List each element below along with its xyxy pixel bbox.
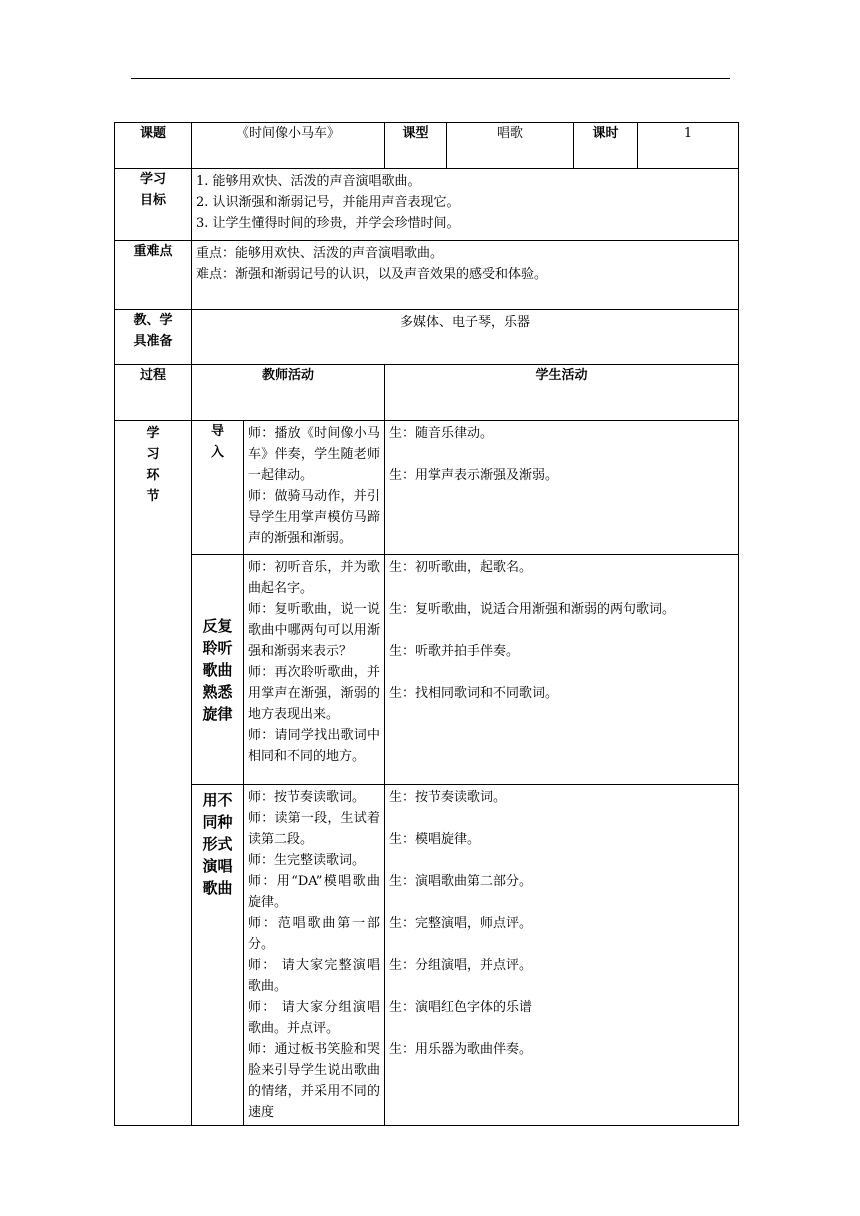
preparation-label-line1: 教、学: [133, 313, 173, 328]
objective-item: 2. 认识渐强和渐弱记号，并能用声音表现它。: [196, 195, 460, 210]
student-activity: 生：初听歌曲，起歌名。: [389, 560, 533, 575]
student-activity: 生：复听歌曲，说适合用渐强和渐弱的两句歌词。: [389, 602, 676, 617]
objective-item: 3. 让学生懂得时间的珍贵，并学会珍惜时间。: [196, 216, 460, 231]
student-activity: 生：用乐器为歌曲伴奏。: [389, 1042, 533, 1057]
stage-name-line: 歌曲: [202, 660, 233, 679]
section-label-char: 习: [146, 447, 160, 462]
section-label-char: 节: [146, 489, 160, 504]
stage-row-listening: [115, 555, 739, 785]
section-label-char: 环: [146, 468, 160, 483]
preparation-row: [115, 310, 739, 365]
key-point-focus: 重点：能够用欢快、活泼的声音演唱歌曲。: [196, 246, 444, 261]
stage-name-line: 导: [210, 424, 224, 439]
process-label: 过程: [115, 365, 192, 421]
teacher-activity: 师：请同学找出歌词中相同和不同的地方。: [248, 728, 381, 764]
type-value: 唱歌: [447, 123, 574, 169]
student-activity-cell: [385, 785, 739, 1126]
stage-name-line: 反复: [202, 616, 233, 635]
teacher-activity: 师：做骑马动作，并引导学生用掌声模仿马蹄声的渐强和渐弱。: [248, 489, 381, 546]
stage-name-line: 同种: [202, 813, 233, 831]
stage-row-singing: [115, 785, 739, 1126]
stage-row-intro: [115, 421, 739, 555]
objectives-label-line2: 目标: [139, 193, 166, 208]
topic-value: 《时间像小马车》: [192, 123, 385, 169]
objectives-label: [115, 169, 192, 241]
teacher-activity: 师：读第一段，生试着读第二段。: [248, 811, 381, 847]
student-activity: 生：按节奏读歌词。: [389, 790, 507, 805]
teacher-activity: 师：按节奏读歌词。: [248, 790, 366, 805]
student-activity: 生：听歌并拍手伴奏。: [389, 644, 520, 659]
section-label-char: 学: [146, 426, 160, 441]
hours-value: 1: [638, 123, 739, 169]
stage-name-line: 用不: [202, 791, 233, 809]
objectives-list: [192, 169, 739, 241]
type-label: 课型: [385, 123, 447, 169]
objective-item: 1. 能够用欢快、活泼的声音演唱歌曲。: [196, 174, 421, 189]
hours-label: 课时: [574, 123, 638, 169]
teacher-activity-cell: [244, 421, 385, 555]
learning-section-label: [115, 421, 192, 1126]
objectives-row: [115, 169, 739, 241]
stage-name-line: 旋律: [202, 704, 233, 723]
teacher-activity: 师：播放《时间像小马车》伴奏，学生随老师一起律动。: [248, 426, 381, 483]
teacher-activity-header: 教师活动: [192, 365, 385, 421]
student-activity-cell: [385, 421, 739, 555]
teacher-activity: 师：通过板书笑脸和哭脸来引导学生说出歌曲的情绪，并采用不同的速度: [248, 1042, 381, 1120]
teacher-activity: 师：用“DA”模唱歌曲旋律。: [248, 874, 381, 910]
key-points-content: [192, 241, 739, 310]
student-activity: 生：随音乐律动。: [389, 426, 494, 441]
teacher-activity-cell: [244, 555, 385, 785]
header-row: [115, 123, 739, 169]
teacher-activity: 师： 请大家分组演唱歌曲。并点评。: [248, 1000, 381, 1036]
student-activity: 生：分组演唱，并点评。: [389, 958, 533, 973]
teacher-activity: 师：初听音乐，并为歌曲起名字。: [248, 560, 381, 596]
stage-name-line: 熟悉: [202, 682, 233, 701]
process-header-row: [115, 365, 739, 421]
teacher-activity: 师：生完整读歌词。: [248, 853, 366, 868]
stage-name-line: 歌曲: [202, 879, 233, 897]
teacher-activity: 师：复听歌曲，说一说歌曲中哪两句可以用渐强和渐弱来表示？: [248, 602, 381, 659]
student-activity: 生：演唱红色字体的乐谱: [389, 1000, 533, 1015]
stage-name: [192, 555, 244, 785]
teacher-activity: 师： 请大家完整演唱歌曲。: [248, 958, 381, 994]
key-points-label: 重难点: [115, 241, 192, 310]
teacher-activity-cell: [244, 785, 385, 1126]
student-activity: 生：完整演唱，师点评。: [389, 916, 533, 931]
key-points-row: [115, 241, 739, 310]
student-activity: 生：演唱歌曲第二部分。: [389, 874, 533, 889]
preparation-label: [115, 310, 192, 365]
stage-name-line: 聆听: [202, 638, 233, 657]
stage-name-line: 入: [210, 445, 224, 460]
topic-label: 课题: [115, 123, 192, 169]
preparation-label-line2: 具准备: [133, 334, 173, 349]
student-activity: 生：找相同歌词和不同歌词。: [389, 686, 559, 701]
lesson-plan-table: [114, 122, 739, 1126]
objectives-label-line1: 学习: [139, 172, 166, 187]
student-activity-cell: [385, 555, 739, 785]
stage-name: [192, 785, 244, 1126]
teacher-activity: 师：再次聆听歌曲，并用掌声在渐强，渐弱的地方表现出来。: [248, 665, 381, 722]
stage-name-line: 形式: [202, 835, 233, 853]
student-activity-header: 学生活动: [385, 365, 739, 421]
header-rule: [131, 78, 730, 79]
student-activity: 生：用掌声表示渐强及渐弱。: [389, 468, 559, 483]
student-activity: 生：模唱旋律。: [389, 832, 481, 847]
stage-name: [192, 421, 244, 555]
key-point-difficulty: 难点：渐强和渐弱记号的认识，以及声音效果的感受和体验。: [196, 267, 548, 282]
preparation-value: 多媒体、电子琴，乐器: [192, 310, 739, 365]
teacher-activity: 师：范唱歌曲第一部分。: [248, 916, 381, 952]
stage-name-line: 演唱: [202, 857, 233, 875]
